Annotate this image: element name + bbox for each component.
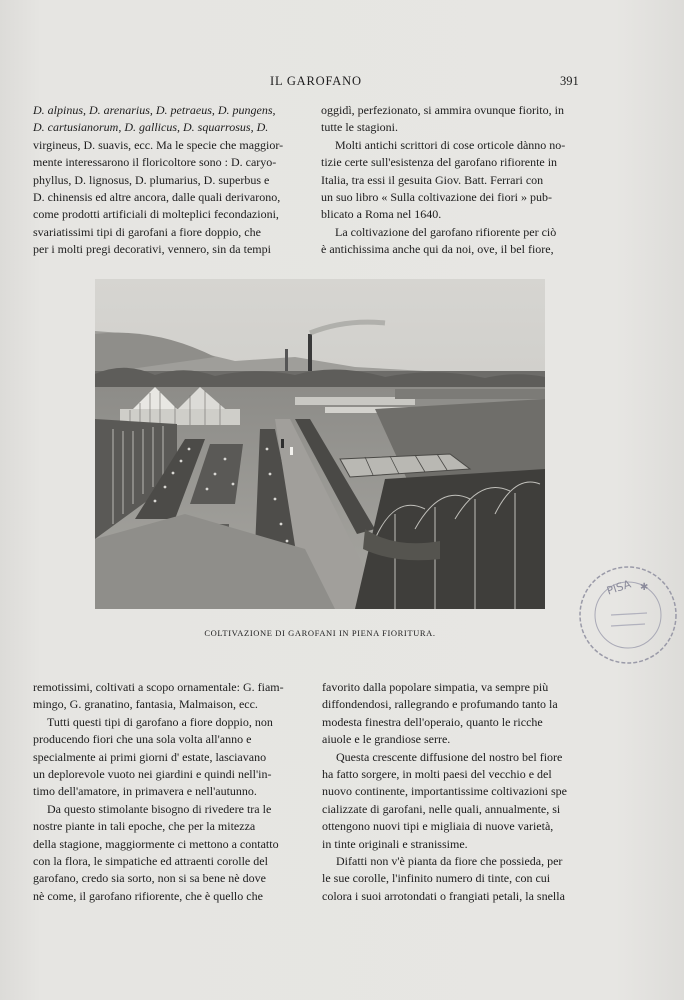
text-line: ottengono nuovi tipi e migliaia di nuove varietà,: [322, 819, 554, 834]
text-line: un deplorevole vuoto nei giardini e quindi nell'in-: [33, 767, 272, 782]
text-line: D. cartusianorum, D. gallicus, D. squarrosus, D.: [33, 120, 269, 135]
running-head: IL GAROFANO: [270, 74, 362, 88]
text-line: modesta finestra dell'operaio, quanto le ricche: [322, 714, 543, 729]
figure-caption: COLTIVAZIONE DI GAROFANI IN PIENA FIORITURA.: [204, 628, 436, 638]
text-line: La coltivazione del garofano rifiorente per ciò: [335, 224, 557, 239]
text-line: come prodotti artificiali di molteplici fecondazioni,: [33, 207, 279, 222]
text-line: oggidì, perfezionato, si ammira ovunque fiorito, in: [321, 103, 564, 117]
text-line: nuovo continente, importantissime coltivazioni spe: [322, 784, 567, 799]
text-line: D. alpinus, D. arenarius, D. petraeus, D. pungens,: [33, 103, 276, 117]
text-line: mingo, G. granatino, fantasia, Malmaison, ecc.: [33, 697, 258, 712]
text-line: tizie certe sull'esistenza del garofano rifiorente in: [321, 155, 558, 170]
text-line: D. chinensis ed altre ancora, dalle quali derivarono,: [33, 190, 281, 205]
library-stamp: [573, 560, 683, 670]
text-line: Da questo stimolante bisogno di rivedere tra le: [47, 801, 272, 816]
text-line: garofano, credo sia sorto, non si sa bene nè dove: [33, 871, 266, 886]
text-line: nè come, il garofano rifiorente, che è quello che: [33, 888, 263, 903]
text-line: Questa crescente diffusione del nostro bel fiore: [336, 749, 563, 764]
stamp-illustration: [573, 560, 683, 670]
text-line: specialmente ai primi giorni d' estate, lasciavano: [33, 749, 267, 764]
text-line: phyllus, D. lignosus, D. plumarius, D. superbus e: [33, 172, 270, 187]
text-line: colora i suoi arrotondati o frangiati petali, la snella: [322, 888, 565, 903]
photo-illustration: [95, 279, 545, 609]
stamp-text: PISA: [605, 577, 633, 598]
text-line: ha fatto sorgere, in molti paesi del vecchio e del: [322, 767, 552, 782]
text-line: le sue corolle, l'infinito numero di tinte, con cui: [322, 871, 551, 886]
text-line: blicato a Roma nel 1640.: [321, 207, 442, 222]
text-line: della stagione, maggiormente ci mettono a contatto: [33, 836, 279, 851]
greenhouse-photograph: [95, 279, 545, 609]
text-line: diffondendosi, rallegrando e profumando tanto la: [322, 697, 558, 712]
text-line: in tinte originali e stranissime.: [322, 836, 468, 851]
text-line: producendo fiori che una sola volta all'anno e: [33, 732, 252, 747]
text-line: Difatti non v'è pianta da fiore che possieda, per: [336, 854, 563, 869]
text-line: svariatissimi tipi di garofani a fiore doppio, che: [33, 224, 261, 239]
text-column-top-right: [321, 102, 595, 259]
text-line: Molti antichi scrittori di cose orticole dànno no-: [335, 137, 566, 152]
text-column-bottom-left: [33, 679, 306, 905]
text-line: è antichissima anche qui da noi, ove, il bel fiore,: [321, 242, 554, 257]
text-line: per i molti pregi decorativi, vennero, sin da tempi: [33, 242, 271, 257]
text-line: mente interessarono il floricoltore sono : D. caryo-: [33, 155, 277, 170]
text-line: cializzate di garofani, nelle quali, annualmente, si: [322, 801, 561, 816]
page-number: 391: [560, 74, 579, 88]
text-line: timo dell'amatore, in primavera e nell'autunno.: [33, 784, 257, 799]
text-column-bottom-right: [322, 679, 597, 905]
stamp-star: ✱: [640, 582, 649, 593]
text-line: un suo libro « Sulla coltivazione dei fiori » pub-: [321, 190, 552, 205]
text-column-top-left: [33, 102, 305, 259]
text-line: tutte le stagioni.: [321, 120, 398, 135]
text-line: virgineus, D. suavis, ecc. Ma le specie che maggior-: [33, 137, 284, 152]
text-line: favorito dalla popolare simpatia, va sempre più: [322, 680, 549, 694]
text-line: Tutti questi tipi di garofano a fiore doppio, non: [47, 714, 273, 729]
text-line: nostre piante in tali epoche, che per la mitezza: [33, 819, 256, 834]
text-line: con la flora, le simpatiche ed attraenti corolle del: [33, 854, 268, 869]
text-line: aiuole e le grandiose serre.: [322, 732, 451, 747]
text-line: remotissimi, coltivati a scopo ornamentale: G. fiam-: [33, 680, 284, 694]
text-line: Italia, tra essi il gesuita Giov. Batt. Ferrari con: [321, 172, 544, 187]
